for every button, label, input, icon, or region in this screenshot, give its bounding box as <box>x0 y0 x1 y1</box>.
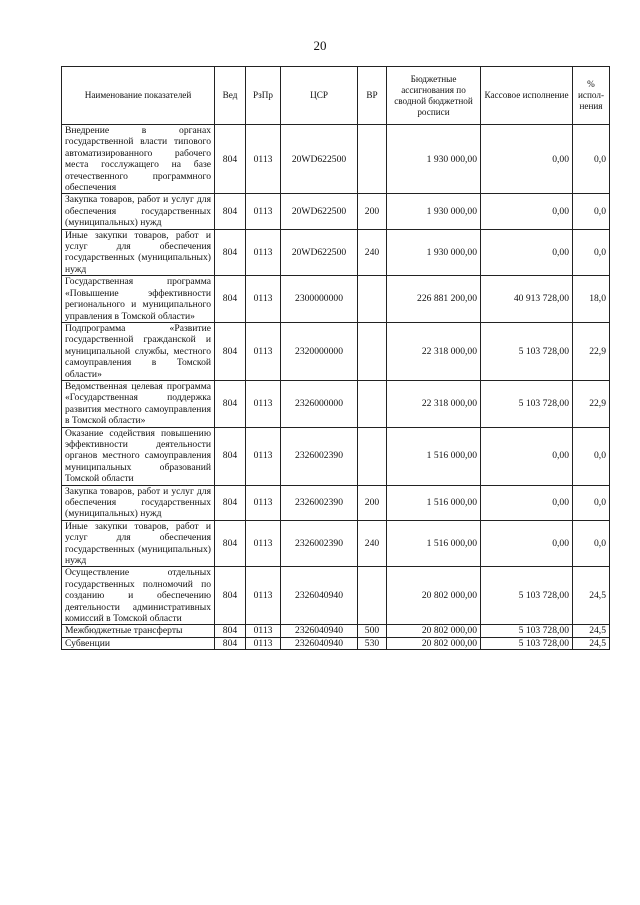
cell-vr: 200 <box>358 194 387 229</box>
cell-percent: 0,0 <box>573 229 610 276</box>
cell-vr <box>358 567 387 625</box>
cell-name: Ведомственная целевая программа «Государственная поддержка развития местного самоуправления в Томской области» <box>62 380 215 427</box>
cell-cash: 0,00 <box>481 194 573 229</box>
cell-csr: 2320000000 <box>281 322 358 380</box>
cell-vr: 240 <box>358 520 387 567</box>
cell-csr: 2326002390 <box>281 520 358 567</box>
cell-name: Субвенции <box>62 637 215 649</box>
cell-name: Осуществление отдельных государственных полномочий по созданию и обеспечению деятельности административных комиссий в Томской области <box>62 567 215 625</box>
table-header-row <box>62 67 610 125</box>
cell-vr <box>358 125 387 194</box>
cell-rzpr: 0113 <box>246 637 281 649</box>
cell-vr: 240 <box>358 229 387 276</box>
table-row <box>62 520 610 567</box>
cell-cash: 5 103 728,00 <box>481 322 573 380</box>
cell-percent: 24,5 <box>573 637 610 649</box>
cell-percent: 24,5 <box>573 625 610 637</box>
cell-ved: 804 <box>215 380 246 427</box>
cell-name: Иные закупки товаров, работ и услуг для обеспечения государственных (муниципальных) нужд <box>62 229 215 276</box>
cell-cash: 5 103 728,00 <box>481 625 573 637</box>
cell-budget: 1 516 000,00 <box>387 520 481 567</box>
table-row <box>62 485 610 520</box>
cell-percent: 22,9 <box>573 322 610 380</box>
cell-percent: 0,0 <box>573 520 610 567</box>
cell-budget: 1 930 000,00 <box>387 125 481 194</box>
cell-percent: 22,9 <box>573 380 610 427</box>
cell-rzpr: 0113 <box>246 427 281 485</box>
header-budget: Бюджетные ассигнования по сводной бюджетной росписи <box>387 67 481 125</box>
cell-name: Закупка товаров, работ и услуг для обеспечения государственных (муниципальных) нужд <box>62 194 215 229</box>
cell-ved: 804 <box>215 125 246 194</box>
cell-name: Иные закупки товаров, работ и услуг для обеспечения государственных (муниципальных) нужд <box>62 520 215 567</box>
cell-vr: 500 <box>358 625 387 637</box>
cell-cash: 0,00 <box>481 125 573 194</box>
table-row <box>62 229 610 276</box>
cell-rzpr: 0113 <box>246 125 281 194</box>
cell-budget: 1 930 000,00 <box>387 194 481 229</box>
cell-ved: 804 <box>215 427 246 485</box>
cell-vr <box>358 322 387 380</box>
cell-csr: 2326040940 <box>281 625 358 637</box>
cell-csr: 2300000000 <box>281 276 358 323</box>
cell-ved: 804 <box>215 625 246 637</box>
cell-budget: 1 516 000,00 <box>387 427 481 485</box>
cell-cash: 0,00 <box>481 520 573 567</box>
cell-rzpr: 0113 <box>246 276 281 323</box>
cell-cash: 5 103 728,00 <box>481 637 573 649</box>
cell-rzpr: 0113 <box>246 485 281 520</box>
cell-budget: 20 802 000,00 <box>387 625 481 637</box>
cell-csr: 2326002390 <box>281 485 358 520</box>
cell-ved: 804 <box>215 637 246 649</box>
cell-vr: 200 <box>358 485 387 520</box>
cell-percent: 0,0 <box>573 485 610 520</box>
cell-budget: 20 802 000,00 <box>387 567 481 625</box>
cell-ved: 804 <box>215 485 246 520</box>
budget-table <box>61 66 610 650</box>
cell-ved: 804 <box>215 322 246 380</box>
header-csr: ЦСР <box>281 67 358 125</box>
cell-cash: 0,00 <box>481 427 573 485</box>
cell-vr: 530 <box>358 637 387 649</box>
cell-cash: 5 103 728,00 <box>481 567 573 625</box>
cell-percent: 0,0 <box>573 427 610 485</box>
table-row <box>62 276 610 323</box>
cell-csr: 2326040940 <box>281 637 358 649</box>
cell-vr <box>358 380 387 427</box>
cell-ved: 804 <box>215 276 246 323</box>
cell-percent: 18,0 <box>573 276 610 323</box>
cell-budget: 1 930 000,00 <box>387 229 481 276</box>
cell-rzpr: 0113 <box>246 229 281 276</box>
cell-csr: 2326040940 <box>281 567 358 625</box>
cell-rzpr: 0113 <box>246 520 281 567</box>
cell-cash: 5 103 728,00 <box>481 380 573 427</box>
cell-cash: 40 913 728,00 <box>481 276 573 323</box>
table-row <box>62 567 610 625</box>
cell-vr <box>358 427 387 485</box>
header-name: Наименование показателей <box>62 67 215 125</box>
header-vr: ВР <box>358 67 387 125</box>
cell-cash: 0,00 <box>481 229 573 276</box>
table-row <box>62 125 610 194</box>
cell-csr: 2326002390 <box>281 427 358 485</box>
cell-rzpr: 0113 <box>246 322 281 380</box>
cell-name: Государственная программа «Повышение эффективности регионального и муниципального управления в Томской области» <box>62 276 215 323</box>
cell-rzpr: 0113 <box>246 194 281 229</box>
table-row <box>62 322 610 380</box>
header-ved: Вед <box>215 67 246 125</box>
cell-budget: 22 318 000,00 <box>387 322 481 380</box>
cell-ved: 804 <box>215 229 246 276</box>
cell-csr: 20WD622500 <box>281 125 358 194</box>
cell-budget: 22 318 000,00 <box>387 380 481 427</box>
cell-csr: 20WD622500 <box>281 194 358 229</box>
cell-csr: 20WD622500 <box>281 229 358 276</box>
table-row <box>62 427 610 485</box>
header-percent: % испол-нения <box>573 67 610 125</box>
cell-percent: 0,0 <box>573 125 610 194</box>
cell-rzpr: 0113 <box>246 567 281 625</box>
cell-name: Оказание содействия повышению эффективности деятельности органов местного самоуправления муниципальных образований Томской области <box>62 427 215 485</box>
cell-name: Межбюджетные трансферты <box>62 625 215 637</box>
table-row <box>62 380 610 427</box>
page-number: 20 <box>313 38 327 53</box>
cell-vr <box>358 276 387 323</box>
header-cash: Кассовое исполнение <box>481 67 573 125</box>
table-row <box>62 194 610 229</box>
cell-ved: 804 <box>215 194 246 229</box>
cell-csr: 2326000000 <box>281 380 358 427</box>
cell-budget: 1 516 000,00 <box>387 485 481 520</box>
cell-ved: 804 <box>215 520 246 567</box>
cell-budget: 226 881 200,00 <box>387 276 481 323</box>
cell-cash: 0,00 <box>481 485 573 520</box>
cell-name: Внедрение в органах государственной власти типового автоматизированного рабочего места госслужащего на базе отечественного программного обеспечения <box>62 125 215 194</box>
cell-rzpr: 0113 <box>246 625 281 637</box>
table-row <box>62 625 610 637</box>
table-row <box>62 637 610 649</box>
header-rzpr: РзПр <box>246 67 281 125</box>
cell-ved: 804 <box>215 567 246 625</box>
cell-name: Закупка товаров, работ и услуг для обеспечения государственных (муниципальных) нужд <box>62 485 215 520</box>
cell-percent: 0,0 <box>573 194 610 229</box>
cell-name: Подпрограмма «Развитие государственной гражданской и муниципальной службы, местного самоуправления в Томской области» <box>62 322 215 380</box>
cell-rzpr: 0113 <box>246 380 281 427</box>
cell-percent: 24,5 <box>573 567 610 625</box>
cell-budget: 20 802 000,00 <box>387 637 481 649</box>
